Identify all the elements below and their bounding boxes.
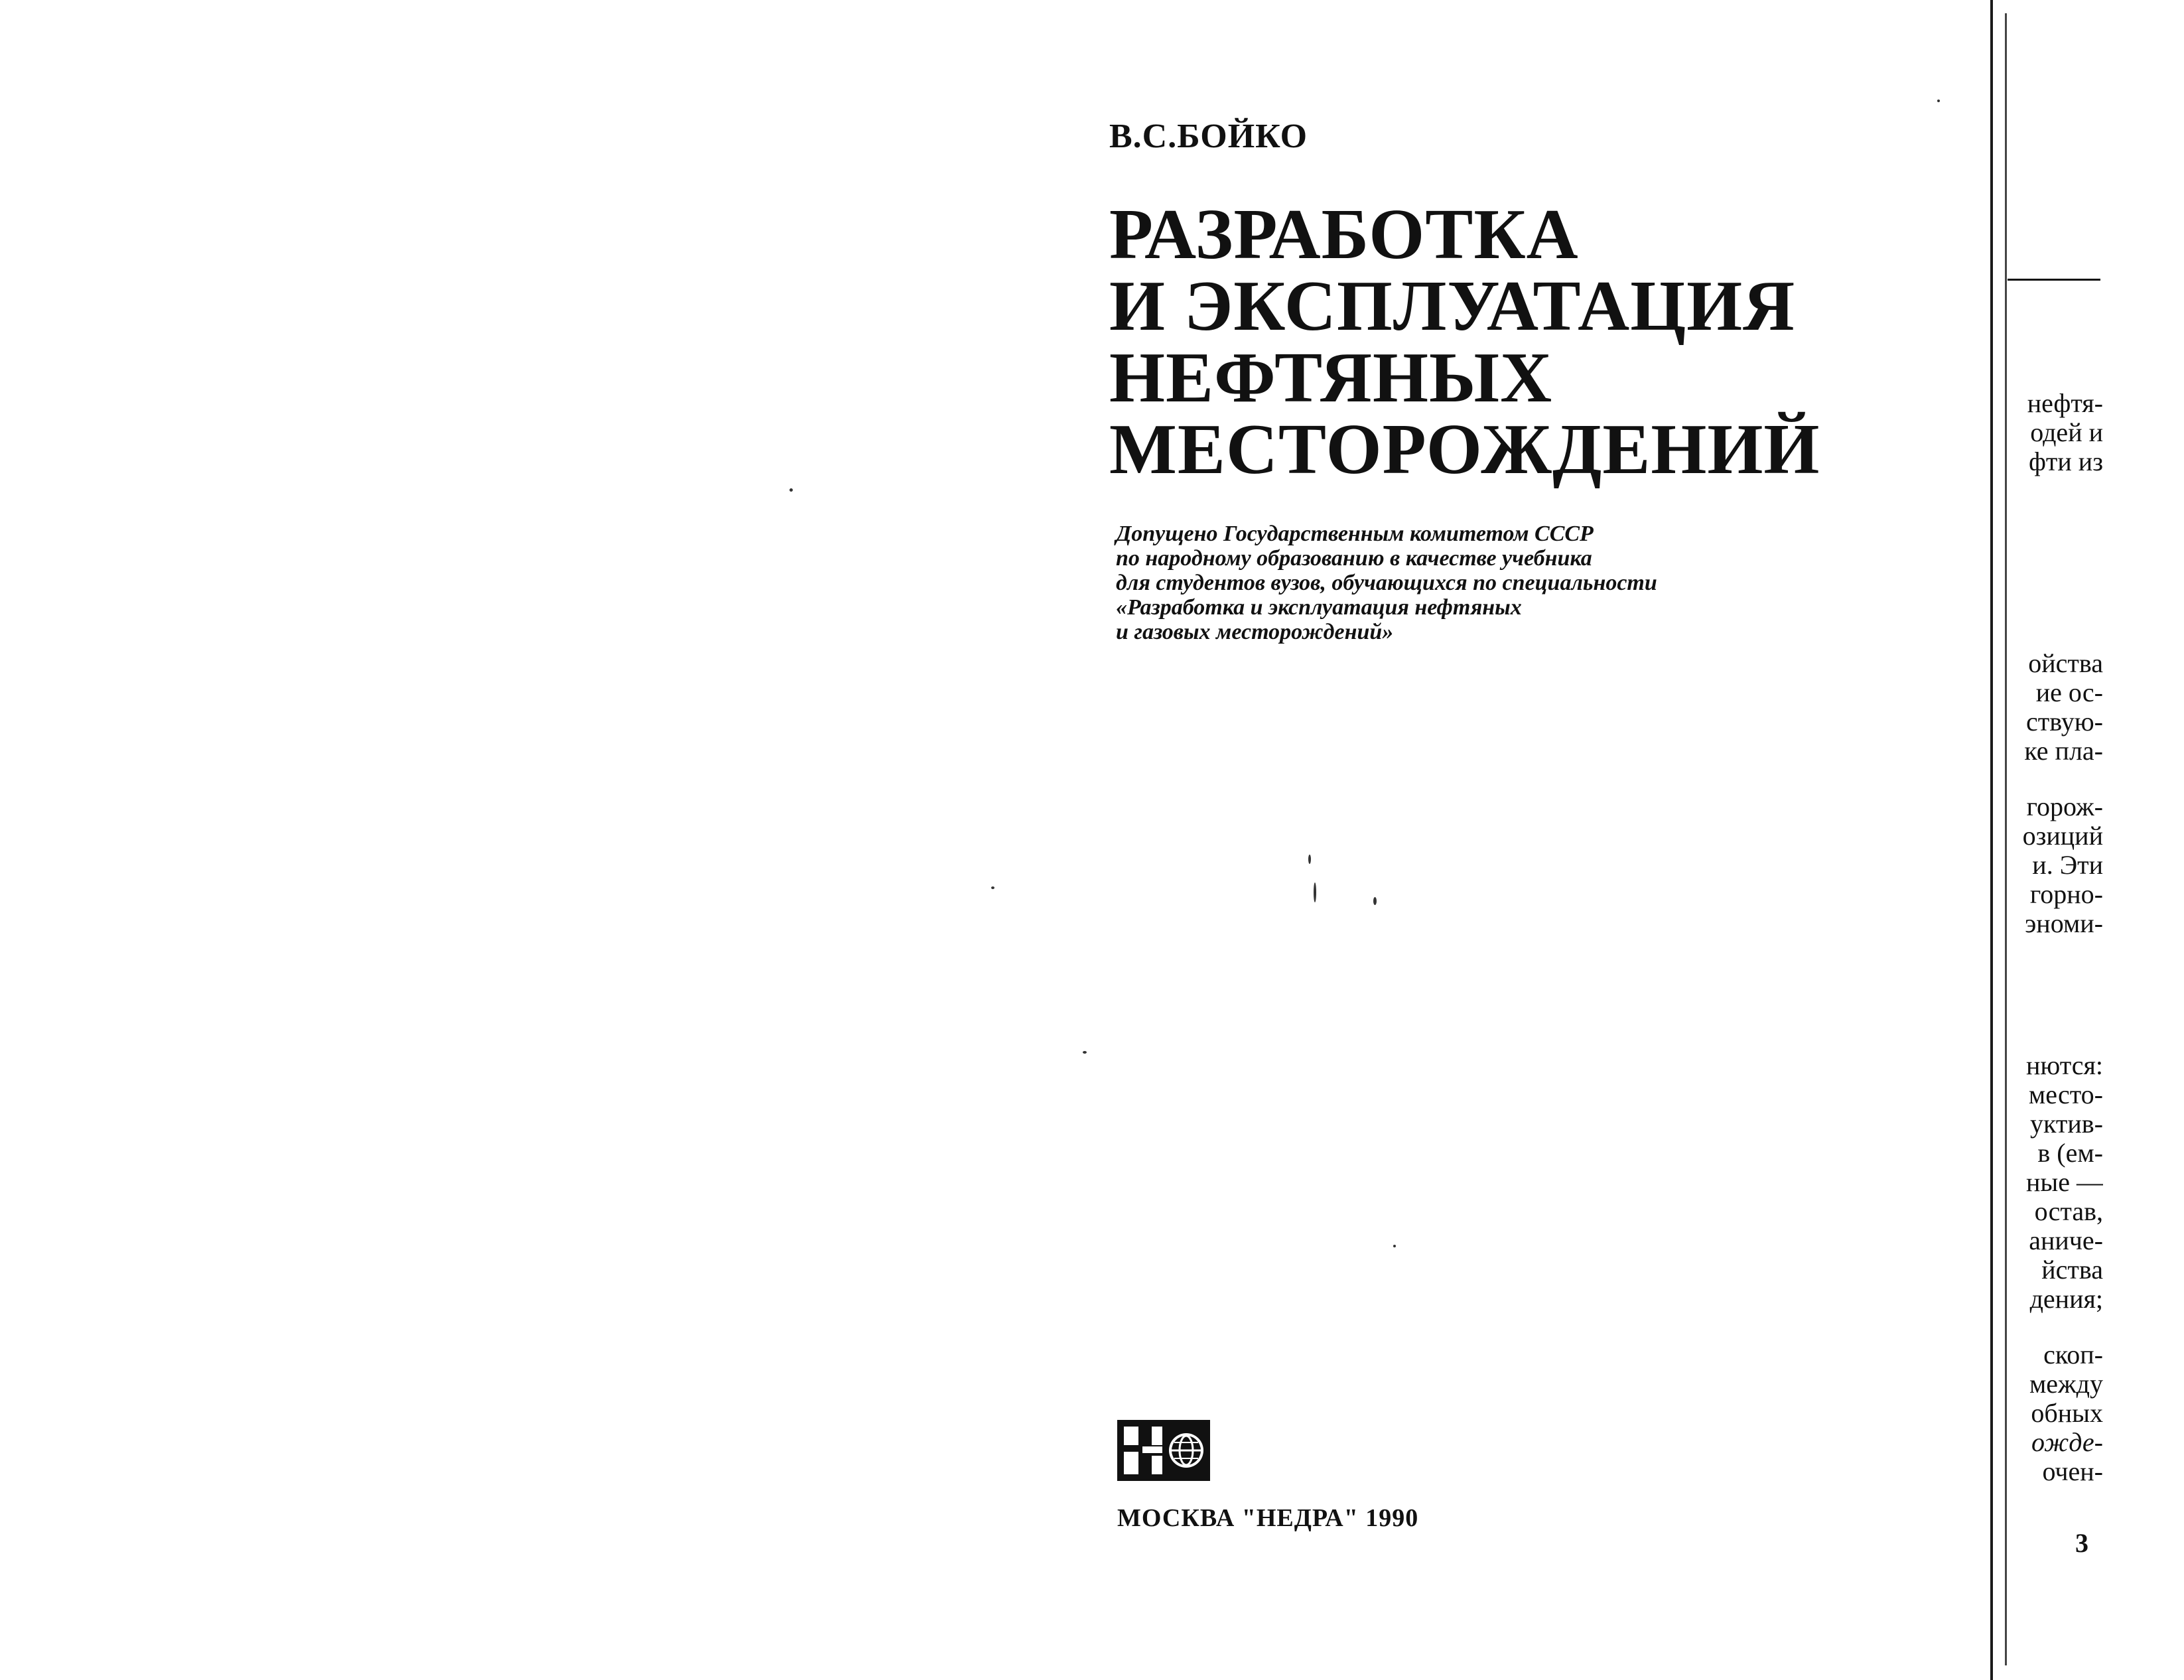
text-paragraph (2009, 649, 2108, 766)
text-line: нются: (2026, 1051, 2103, 1080)
header-rule (2008, 279, 2100, 281)
text-line: обных (2031, 1399, 2103, 1428)
approval-line: «Разработка и эксплуатация нефтяных (1116, 595, 1522, 620)
scan-speck (1314, 882, 1316, 902)
approval-line: для студентов вузов, обучающихся по специальности (1116, 571, 1657, 595)
text-line: нефтя- (2027, 389, 2103, 418)
publisher-logo-icon (1117, 1420, 1210, 1481)
text-line: между (2029, 1369, 2103, 1399)
text-line: ствую- (2026, 707, 2103, 736)
scan-speck (1373, 897, 1377, 905)
text-line: ие ос- (2035, 678, 2103, 707)
text-line: в (ем- (2037, 1139, 2103, 1168)
text-line: остав, (2034, 1197, 2103, 1226)
text-line: ные — (2025, 1168, 2103, 1197)
approval-line: по народному образованию в качестве учебника (1116, 546, 1592, 571)
page-number: 3 (2075, 1528, 2088, 1558)
scan-speck (1937, 100, 1940, 102)
title-line: РАЗРАБОТКА (1109, 195, 1579, 274)
text-line: йства (2041, 1255, 2103, 1285)
scan-speck (789, 488, 793, 492)
partial-page-text (2009, 389, 2108, 1486)
title-line: И ЭКСПЛУАТАЦИЯ (1109, 267, 1796, 346)
approval-note (1116, 522, 1779, 644)
text-paragraph (2009, 389, 2108, 476)
scan-speck (1308, 855, 1311, 864)
text-line: фти из (2028, 447, 2103, 476)
text-line: ойства (2028, 649, 2103, 678)
scan-speck (991, 886, 994, 889)
text-paragraph (2009, 792, 2108, 938)
page-fold (1990, 0, 1993, 1680)
text-line: одей и (2030, 418, 2103, 447)
text-line: ке пла- (2024, 736, 2103, 766)
text-line: и. Эти (2032, 851, 2103, 880)
text-paragraph (2009, 1051, 2108, 1314)
scan-speck (1083, 1051, 1087, 1054)
text-line: скоп- (2043, 1340, 2103, 1369)
text-line: эноми- (2025, 909, 2103, 938)
text-line: уктив- (2030, 1109, 2103, 1139)
scan-speck (1393, 1245, 1396, 1247)
text-line: горож- (2026, 792, 2103, 821)
text-line: очен- (2042, 1457, 2103, 1486)
text-line: дения; (2029, 1285, 2103, 1314)
book-title (1109, 195, 1839, 489)
title-line: НЕФТЯНЫХ (1109, 338, 1553, 417)
text-line: горно- (2029, 880, 2103, 909)
author-name: В.С.БОЙКО (1109, 117, 1308, 155)
title-line: МЕСТОРОЖДЕНИЙ (1109, 410, 1820, 489)
text-line: аниче- (2029, 1226, 2103, 1255)
text-line: озиций (2022, 821, 2103, 851)
approval-line: и газовых месторождений» (1116, 620, 1394, 644)
publisher-imprint: МОСКВА "НЕДРА" 1990 (1117, 1504, 1419, 1532)
approval-line: Допущено Государственным комитетом СССР (1116, 522, 1594, 546)
text-paragraph (2009, 1340, 2108, 1486)
page-edge (2005, 13, 2007, 1665)
text-line: место- (2028, 1080, 2103, 1109)
text-line: ожде- (2031, 1428, 2103, 1457)
